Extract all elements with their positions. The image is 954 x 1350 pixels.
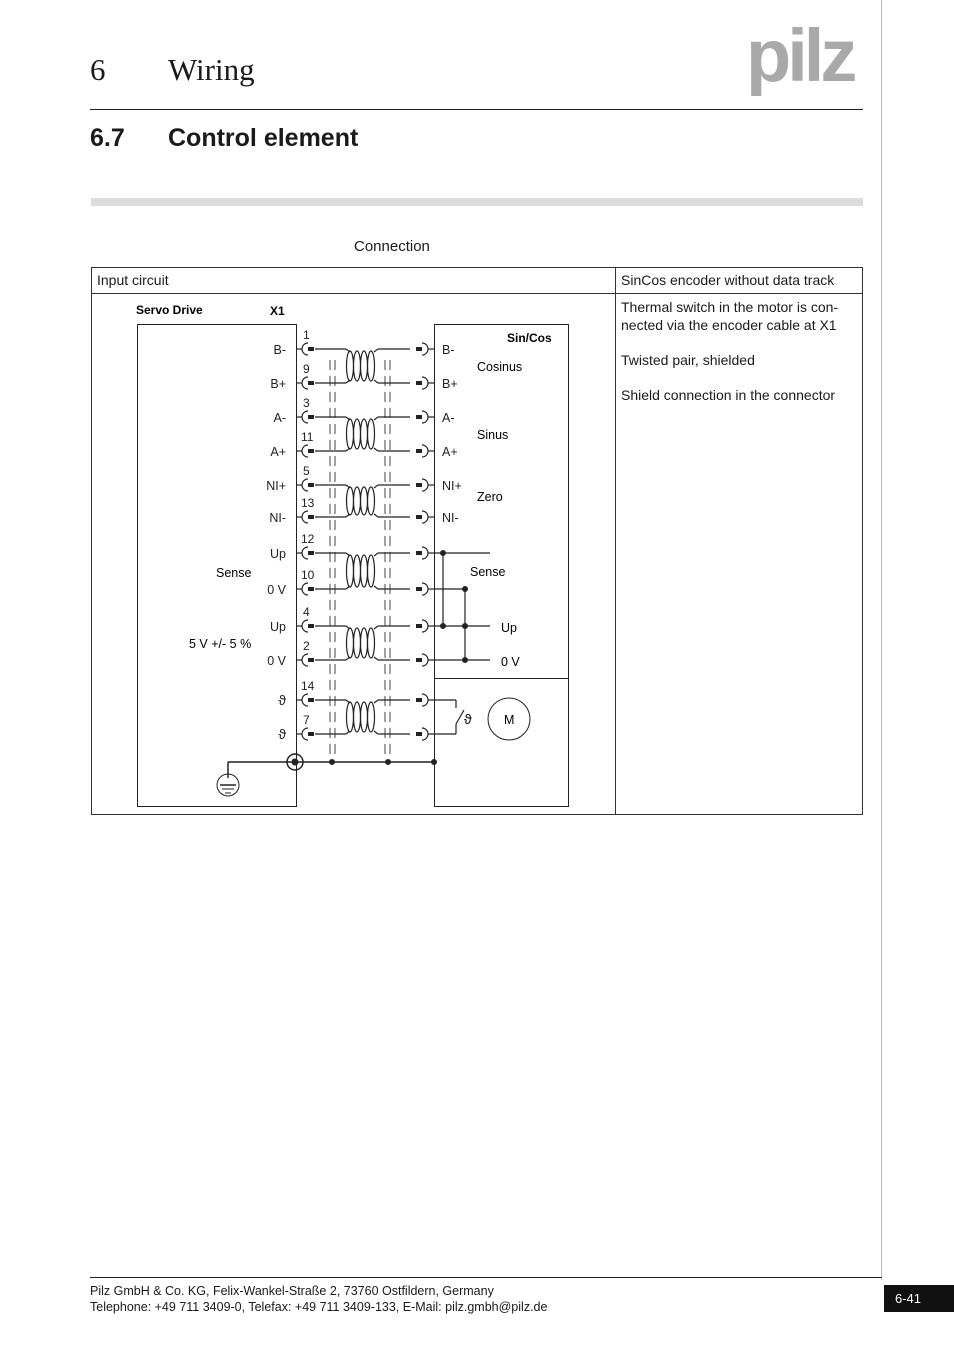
pin-number: 5	[303, 464, 310, 478]
pin-label-drive: Up	[270, 620, 286, 634]
section-number: 6.7	[90, 124, 125, 152]
connector-x1: X1	[270, 304, 285, 318]
group-zero: Zero	[477, 490, 503, 504]
pin-label-drive: B-	[273, 343, 286, 357]
pin-label-drive: 0 V	[267, 583, 286, 597]
pin-number: 10	[301, 568, 315, 582]
pin-number: 14	[301, 679, 315, 693]
table-divider	[615, 268, 616, 814]
label-supply: 5 V +/- 5 %	[189, 637, 252, 651]
footer-address: Pilz GmbH & Co. KG, Felix-Wankel-Straße 2, 73760 Ostfildern, Germany	[90, 1284, 494, 1298]
twisted-pair	[346, 700, 378, 734]
pin-number: 2	[303, 639, 310, 653]
pin-label-encoder: A+	[442, 445, 458, 459]
pin-number: 3	[303, 396, 310, 410]
pin-row	[296, 343, 434, 355]
pin-row	[296, 583, 434, 595]
pin-label-drive: 0 V	[267, 654, 286, 668]
thermal-switch	[456, 710, 464, 724]
pin-number: 1	[303, 328, 310, 342]
note-shield: Shield connection in the connector	[621, 387, 836, 403]
pin-number: 9	[303, 362, 310, 376]
twisted-pair	[346, 485, 378, 517]
pin-number: 11	[301, 430, 314, 444]
group-sinus: Sinus	[477, 428, 509, 442]
pin-label-encoder: B-	[442, 343, 455, 357]
section-divider	[91, 198, 863, 206]
pin-label-drive: A-	[273, 411, 286, 425]
pin-label-drive: NI+	[266, 479, 286, 493]
pin-row	[296, 547, 434, 559]
pilz-logo	[746, 24, 866, 101]
pin-number: 4	[303, 605, 310, 619]
pin-label-drive: NI-	[269, 511, 286, 525]
pin-row	[296, 694, 434, 706]
pin-row	[296, 377, 434, 389]
note-twisted-pair: Twisted pair, shielded	[621, 352, 755, 368]
group-cosinus: Cosinus	[477, 360, 523, 374]
twisted-pair	[346, 349, 378, 383]
table-header-encoder: SinCos encoder without data track	[621, 272, 835, 288]
pin-label-encoder: B+	[442, 377, 458, 391]
pin-row	[296, 511, 434, 523]
motor-label: M	[504, 713, 515, 727]
table-caption: Connection	[354, 238, 430, 255]
servo-drive-title: Servo Drive	[136, 303, 203, 317]
table-header-input-circuit: Input circuit	[97, 272, 169, 288]
pin-label-drive: ϑ	[278, 692, 286, 708]
pin-row	[296, 445, 434, 457]
pin-label-drive: Up	[270, 547, 286, 561]
twisted-pair	[346, 553, 378, 589]
pin-number: 12	[301, 532, 315, 546]
pin-label-drive: ϑ	[278, 726, 286, 742]
twisted-pair	[346, 417, 378, 451]
table-notes	[621, 298, 857, 421]
wiring-diagram	[92, 294, 614, 814]
pin-label-encoder: NI+	[442, 479, 462, 493]
logo-wordmark: pilz	[746, 24, 854, 96]
pin-row	[296, 654, 434, 666]
pin-number: 13	[301, 496, 315, 510]
label-sense-right: Sense	[470, 565, 506, 579]
twisted-pair	[346, 626, 378, 660]
label-up-right: Up	[501, 621, 517, 635]
pin-row	[296, 728, 434, 740]
chapter-title: Wiring	[168, 52, 255, 87]
pin-label-drive: B+	[270, 377, 286, 391]
margin-rule	[881, 0, 882, 1280]
encoder-title: Sin/Cos	[507, 331, 552, 345]
pin-label-drive: A+	[270, 445, 286, 459]
chapter-number: 6	[90, 52, 106, 87]
section-title: Control element	[168, 124, 359, 152]
pin-number: 7	[303, 713, 310, 727]
footer-rule	[90, 1277, 882, 1278]
pin-label-encoder: NI-	[442, 511, 459, 525]
theta-switch-label: ϑ	[464, 711, 472, 727]
label-sense-left: Sense	[216, 566, 252, 580]
page-number: 6-41	[884, 1285, 954, 1312]
note-thermal-switch: Thermal switch in the motor is con-nected via the encoder cable at X1	[621, 299, 839, 333]
pin-row	[296, 411, 434, 423]
label-0v-right: 0 V	[501, 655, 520, 669]
pin-label-encoder: A-	[442, 411, 455, 425]
footer-contact: Telephone: +49 711 3409-0, Telefax: +49 711 3409-133, E-Mail: pilz.gmbh@pilz.de	[90, 1300, 548, 1314]
pin-row	[296, 620, 434, 632]
pin-row	[296, 479, 434, 491]
header-rule	[90, 109, 863, 110]
